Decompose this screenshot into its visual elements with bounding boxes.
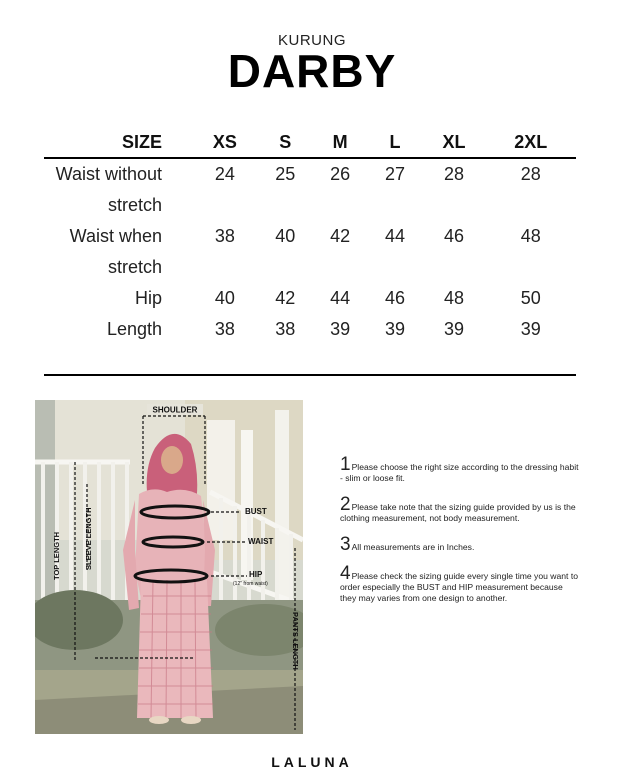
note-number: 3	[340, 534, 351, 555]
column-header: XL	[422, 128, 485, 158]
table-cell: 42	[275, 288, 296, 308]
note-item	[340, 454, 580, 484]
table-cell: 28	[443, 164, 464, 184]
label-shoulder: SHOULDER	[152, 405, 198, 415]
note-number: 1	[340, 454, 351, 475]
column-header: L	[368, 128, 423, 158]
row-label: Waist when stretch	[69, 226, 162, 277]
column-header: M	[313, 128, 368, 158]
table-cell: 26	[330, 164, 351, 184]
table-header-row	[44, 128, 576, 158]
label-top-length: TOP LENGTH	[52, 531, 61, 580]
table-cell: 50	[520, 288, 541, 308]
table-cell: 39	[443, 319, 464, 339]
note-number: 4	[340, 563, 351, 584]
label-sleeve-length: SLEEVE LENGTH	[84, 507, 93, 570]
column-header: XS	[192, 128, 258, 158]
page-title: DARBY	[227, 45, 397, 97]
table-row	[44, 314, 576, 345]
table-cell: 40	[275, 226, 296, 246]
column-header: 2XL	[485, 128, 576, 158]
column-header: S	[258, 128, 313, 158]
table-cell: 46	[384, 288, 405, 308]
table-bottom-rule	[44, 374, 576, 376]
row-label: Length	[106, 319, 162, 339]
column-header: SIZE	[44, 128, 192, 158]
table-cell: 46	[443, 226, 464, 246]
label-bust: BUST	[245, 507, 267, 516]
row-label: Hip	[134, 288, 162, 308]
table-cell: 40	[214, 288, 235, 308]
table-cell: 38	[214, 319, 235, 339]
size-table	[44, 128, 576, 345]
note-item	[340, 494, 580, 524]
label-hip: HIP	[249, 570, 263, 579]
note-text: Please check the sizing guide every single time you want to order especially the BUST and HIP measurement because they may varies from one design to another.	[340, 571, 579, 603]
table-cell: 39	[520, 319, 541, 339]
table-row	[44, 283, 576, 314]
subtitle: KURUNG	[277, 32, 346, 49]
row-label: Waist without stretch	[55, 164, 162, 215]
table-cell: 44	[384, 226, 405, 246]
note-item	[340, 563, 580, 604]
table-cell: 28	[520, 164, 541, 184]
label-pants-length: PANTS LENGTH	[291, 612, 300, 670]
label-waist: WAIST	[248, 537, 274, 546]
table-row	[44, 221, 576, 283]
measurement-diagram	[35, 400, 303, 734]
table-cell: 48	[443, 288, 464, 308]
brand-logo: LALUNA	[271, 754, 353, 770]
table-cell: 25	[275, 164, 296, 184]
measurement-photo	[35, 400, 303, 734]
table-cell: 42	[330, 226, 351, 246]
notes-list	[340, 454, 580, 618]
table-cell: 27	[384, 164, 405, 184]
table-cell: 38	[275, 319, 296, 339]
table-cell: 24	[214, 164, 235, 184]
table-cell: 38	[214, 226, 235, 246]
table-cell: 44	[330, 288, 351, 308]
note-text: Please take note that the sizing guide provided by us is the clothing measurement, not body measurement.	[340, 502, 576, 523]
note-text: Please choose the right size according to the dressing habit - slim or loose fit.	[340, 462, 579, 483]
label-hip-note: (12" from waist)	[233, 581, 268, 587]
table-cell: 48	[520, 226, 541, 246]
table-cell: 39	[330, 319, 351, 339]
note-text: All measurements are in Inches.	[351, 542, 475, 552]
note-item	[340, 534, 580, 555]
table-cell: 39	[384, 319, 405, 339]
note-number: 2	[340, 494, 351, 515]
table-row	[44, 158, 576, 221]
